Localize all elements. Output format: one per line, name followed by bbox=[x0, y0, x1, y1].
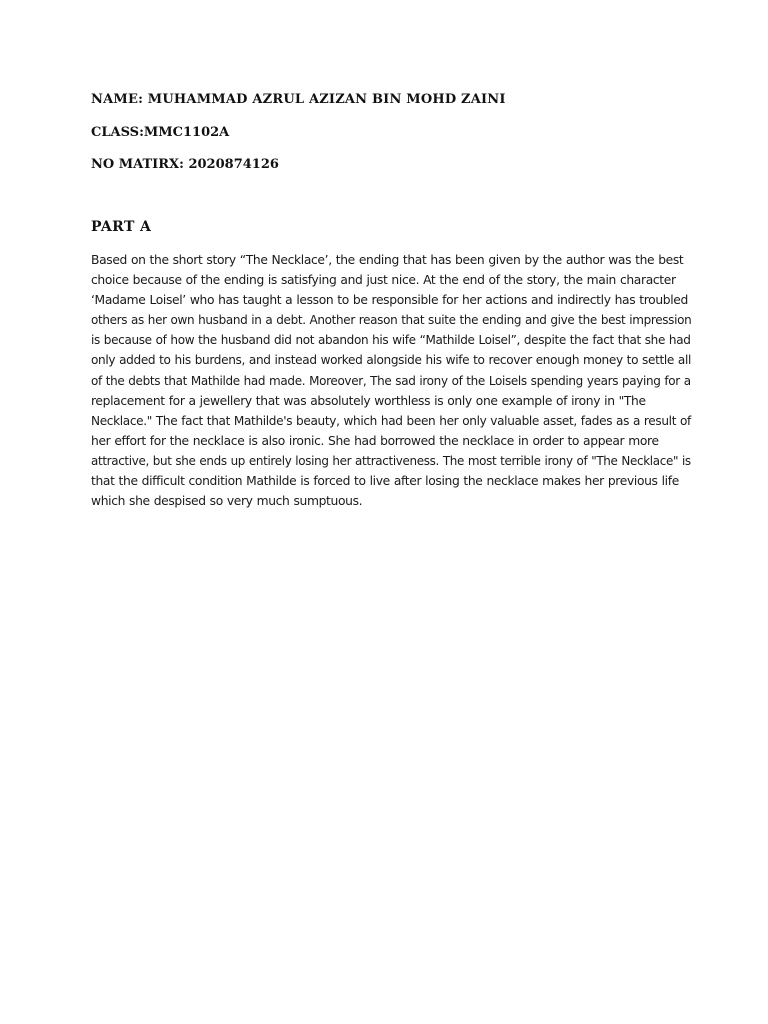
paragraph-line: ‘Madame Loisel’ who has taught a lesson to be responsible for her actions and indirectly has troubled bbox=[91, 293, 688, 308]
paragraph-line: which she despised so very much sumptuous. bbox=[91, 494, 363, 509]
matrix-number-line: NO MATIRX: 2020874126 bbox=[91, 157, 279, 172]
class-line: CLASS:MMC1102A bbox=[91, 125, 230, 140]
paragraph-line: choice because of the ending is satisfying and just nice. At the end of the story, the main character bbox=[91, 273, 676, 288]
paragraph-line: attractive, but she ends up entirely losing her attractiveness. The most terrible irony of "The Necklace" is bbox=[91, 453, 691, 468]
paragraph-line: replacement for a jewellery that was absolutely worthless is only one example of irony in "The bbox=[91, 393, 646, 408]
paragraph-line: of the debts that Mathilde had made. Moreover, The sad irony of the Loisels spending years paying for a bbox=[91, 373, 691, 388]
paragraph-line: is because of how the husband did not abandon his wife “Mathilde Loisel”, despite the fact that she had bbox=[91, 333, 691, 348]
paragraph-line: Based on the short story “The Necklace’, the ending that has been given by the author was the best bbox=[91, 253, 684, 267]
student-name-line: NAME: MUHAMMAD AZRUL AZIZAN BIN MOHD ZAINI bbox=[91, 92, 506, 107]
section-heading: PART A bbox=[91, 219, 152, 235]
paragraph-line: that the difficult condition Mathilde is forced to live after losing the necklace makes her previous life bbox=[91, 474, 679, 489]
essay-paragraph bbox=[91, 250, 691, 511]
paragraph-line: only added to his burdens, and instead worked alongside his wife to recover enough money to settle all bbox=[91, 353, 691, 368]
paragraph-line: Necklace." The fact that Mathilde's beauty, which had been her only valuable asset, fades as a result of bbox=[91, 413, 691, 428]
paragraph-line: her effort for the necklace is also ironic. She had borrowed the necklace in order to appear more bbox=[91, 433, 659, 448]
paragraph-line: others as her own husband in a debt. Another reason that suite the ending and give the best impression bbox=[91, 313, 692, 328]
